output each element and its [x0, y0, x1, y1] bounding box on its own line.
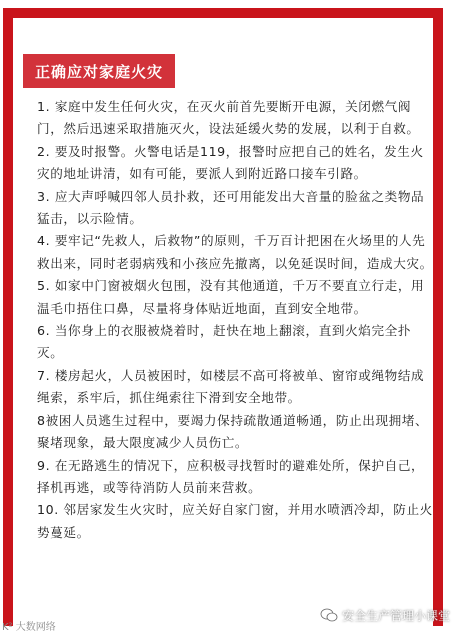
page-title: 正确应对家庭火灾 [35, 63, 164, 81]
watermark-text: 安全生产管理小课堂 [342, 608, 451, 623]
list-item: 7. 楼房起火，人员被困时，如楼层不高可将被单、窗帘或绳物结成绳索，系牢后，抓住绳索往下滑到安全地带。 [37, 367, 425, 406]
list-item: 10. 邻居家发生火灾时，应关好自家门窗，并用水喷洒冷却，防止火势蔓延。 [37, 502, 433, 540]
fire-safety-list [37, 96, 433, 544]
list-item: 3. 应大声呼喊四邻人员扑救，还可用能发出大音量的脸盆之类物品猛击，以示险情。 [37, 188, 425, 227]
content-card [13, 18, 433, 626]
wechat-watermark [320, 604, 450, 626]
list-item: 4. 要牢记“先救人，后救物”的原则，千万百计把困在火场里的人先救出来，同时老弱病残和小孩应先撤离，以免延误时间，造成大灾。 [37, 233, 433, 271]
list-item: 2. 要及时报警。火警电话是119，报警时应把自己的姓名，发生火灾的地址讲清，如有可能，要派人到附近路口接车引路。 [37, 143, 424, 182]
list-item: 8被困人员逃生过程中，要竭力保持疏散通道畅通，防止出现拥堵、聚堵现象，最大限度减少人员伤亡。 [37, 412, 429, 451]
list-item: 6. 当你身上的衣服被烧着时，赶快在地上翻滚，直到火焰完全扑灭。 [37, 323, 412, 361]
wechat-icon [320, 608, 338, 622]
red-frame [3, 8, 443, 626]
list-item: 1. 家庭中发生任何火灾，在灭火前首先要断开电源，关闭燃气阀门，然后迅速采取措施灭火，设法延缓火势的发展，以利于自救。 [37, 99, 420, 137]
list-item: 9. 在无路逃生的情况下，应积极寻找暂时的避难处所，保护自己，择机再逃，或等待消防人员前来营救。 [37, 457, 425, 495]
footer-source-label: K² 大数网络 [2, 622, 56, 633]
title-banner [23, 54, 175, 88]
list-item: 5. 如家中门窗被烟火包围，没有其他通道，千万不要直立行走，用温毛巾捂住口鼻，尽量将身体贴近地面，直到安全地带。 [37, 278, 425, 316]
